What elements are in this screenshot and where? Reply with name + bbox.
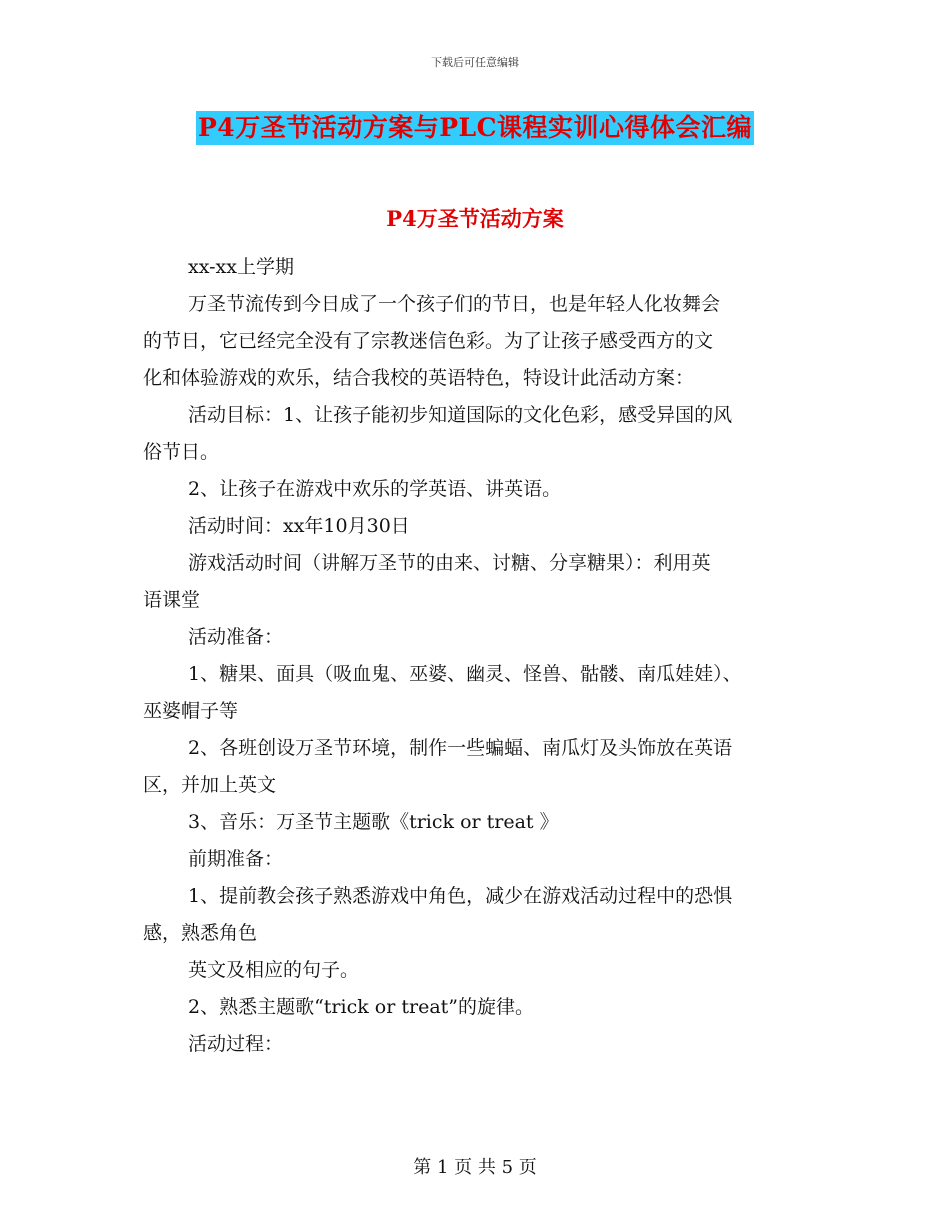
- document-body: [143, 249, 823, 1063]
- paragraph-line: 活动过程：: [188, 1033, 284, 1055]
- paragraph-line: xx-xx上学期: [188, 256, 294, 278]
- paragraph-line: 前期准备：: [188, 848, 284, 870]
- paragraph-line: 活动准备：: [188, 626, 284, 648]
- paragraph-line: 区，并加上英文: [143, 774, 277, 796]
- paragraph-line: 1、糖果、面具（吸血鬼、巫婆、幽灵、怪兽、骷髅、南瓜娃娃）、: [188, 663, 742, 685]
- paragraph-line: 游戏活动时间（讲解万圣节的由来、讨糖、分享糖果）：利用英: [188, 552, 711, 574]
- paragraph-line: 化和体验游戏的欢乐，结合我校的英语特色，特设计此活动方案：: [143, 367, 695, 389]
- main-title-wrap: [0, 111, 950, 145]
- paragraph-line: 3、音乐：万圣节主题歌《trick or treat 》: [188, 811, 559, 833]
- paragraph-line: 感，熟悉角色: [143, 922, 258, 944]
- main-title: P4万圣节活动方案与PLC课程实训心得体会汇编: [196, 111, 754, 145]
- paragraph-line: 2、熟悉主题歌“trick or treat”的旋律。: [188, 996, 534, 1018]
- paragraph-line: 1、提前教会孩子熟悉游戏中角色，减少在游戏活动过程中的恐惧: [188, 885, 733, 907]
- paragraph-line: 语课堂: [143, 589, 201, 611]
- paragraph-line: 俗节日。: [143, 441, 220, 463]
- page-footer: 第 1 页 共 5 页: [413, 1157, 537, 1178]
- paragraph-line: 2、让孩子在游戏中欢乐的学英语、讲英语。: [188, 478, 562, 500]
- section-title: P4万圣节活动方案: [386, 206, 564, 231]
- paragraph-line: 万圣节流传到今日成了一个孩子们的节日，也是年轻人化妆舞会: [188, 293, 721, 315]
- paragraph-line: 活动时间：xx年10月30日: [188, 515, 410, 537]
- paragraph-line: 英文及相应的句子。: [188, 959, 360, 981]
- header-note: 下载后可任意编辑: [431, 56, 519, 69]
- paragraph-line: 2、各班创设万圣节环境，制作一些蝙蝠、南瓜灯及头饰放在英语: [188, 737, 733, 759]
- paragraph-line: 活动目标：1、让孩子能初步知道国际的文化色彩，感受异国的风: [188, 404, 733, 426]
- paragraph-line: 的节日，它已经完全没有了宗教迷信色彩。为了让孩子感受西方的文: [143, 330, 714, 352]
- paragraph-line: 巫婆帽子等: [143, 700, 239, 722]
